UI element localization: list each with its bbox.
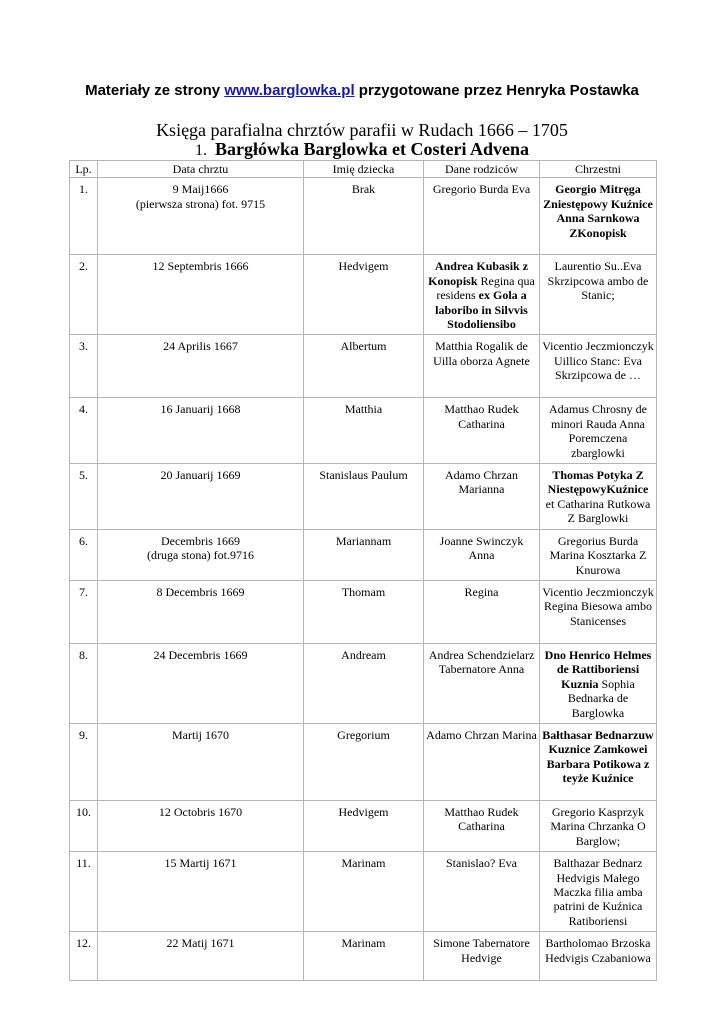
cell-date <box>98 932 304 981</box>
cell-lp: 12. <box>70 932 98 981</box>
parents-text: Andrea Schendzielarz Tabernatore Anna <box>428 647 535 677</box>
column-header-date: Data chrztu <box>98 161 304 178</box>
cell-date <box>98 723 304 800</box>
table-row <box>70 852 657 932</box>
cell-lp: 10. <box>70 800 98 851</box>
table-row <box>70 529 657 580</box>
godparents-text: Vicentio Jeczmionczyk Regina Biesowa ambo Stanicenses <box>542 584 654 628</box>
godparents-text: Gregorius Burda Marina Kosztarka Z Knurowa <box>549 533 647 577</box>
cell-date <box>98 800 304 851</box>
cell-child: Hedvigem <box>304 255 424 335</box>
godparents-text: Laurentio Su..Eva Skrzipcowa ambo de Stanic; <box>547 259 649 303</box>
date-text: 24 Decembris 1669 <box>153 647 248 662</box>
baptism-records-table <box>69 160 657 981</box>
table-row <box>70 178 657 255</box>
cell-godparents <box>540 398 657 464</box>
date-text: 15 Martij 1671 <box>164 856 237 871</box>
cell-date <box>98 255 304 335</box>
cell-child: Hedvigem <box>304 800 424 851</box>
column-header-godparents: Chrzestni <box>540 161 657 178</box>
godparents-text: Balthazar Bednarz Hedvigis Małego Maczka filia amba patrini de Kuźnica Ratiboriensi <box>553 856 643 928</box>
cell-child: Albertum <box>304 335 424 398</box>
cell-godparents <box>540 255 657 335</box>
cell-parents <box>424 643 540 723</box>
cell-parents <box>424 398 540 464</box>
cell-parents <box>424 255 540 335</box>
table-row <box>70 398 657 464</box>
cell-godparents <box>540 335 657 398</box>
cell-child: Mariannam <box>304 529 424 580</box>
header-text-before: Materiały ze strony <box>85 82 225 99</box>
section-number: 1. <box>195 142 207 159</box>
parents-text: Adamo Chrzan Marianna <box>445 468 518 497</box>
cell-child: Gregorium <box>304 723 424 800</box>
cell-lp: 5. <box>70 464 98 530</box>
godparents-text: Thomas Potyka Z NiestępowyKuźnice <box>547 468 649 497</box>
cell-date <box>98 335 304 398</box>
cell-parents <box>424 800 540 851</box>
godparents-text: Dno Henrico Helmes de Rattiboriensi Kuznia <box>544 647 652 691</box>
godparents-text: Adamus Chrosny de minori Rauda Anna Poremczena zbarglowki <box>549 402 647 460</box>
document-title: Księga parafialna chrztów parafii w Rudach 1666 – 1705 <box>156 120 568 140</box>
cell-parents <box>424 529 540 580</box>
cell-lp: 9. <box>70 723 98 800</box>
date-text: Martij 1670 <box>172 727 229 742</box>
cell-parents <box>424 932 540 981</box>
cell-child: Matthia <box>304 398 424 464</box>
parents-text: Simone Tabernatore Hedvige <box>433 936 530 965</box>
cell-godparents <box>540 178 657 255</box>
parents-text: Andrea Kubasik z Konopisk <box>428 259 529 288</box>
date-text: 22 Matij 1671 <box>166 936 235 951</box>
cell-child: Marinam <box>304 852 424 932</box>
cell-lp: 8. <box>70 643 98 723</box>
cell-godparents <box>540 723 657 800</box>
parents-text: Matthao Rudek Catharina <box>444 804 519 834</box>
cell-lp: 3. <box>70 335 98 398</box>
cell-parents <box>424 852 540 932</box>
cell-godparents <box>540 643 657 723</box>
table-row <box>70 255 657 335</box>
table-row <box>70 723 657 800</box>
godparents-text: Bałthasar Bednarzuw Kuznice Zamkowei Barbara Potikowa z teyże Kuźnice <box>542 727 654 786</box>
cell-parents <box>424 723 540 800</box>
parents-text: Gregorio Burda Eva <box>432 182 531 197</box>
parents-text: Regina <box>464 584 499 599</box>
godparents-text: Georgio Mitręga Zniestępowy Kuźnice Anna Sarnkowa ZKonopisk <box>543 182 653 240</box>
cell-lp: 1. <box>70 178 98 255</box>
cell-date <box>98 398 304 464</box>
table-body <box>70 178 657 981</box>
parents-text: Adamo Chrzan Marina <box>426 727 537 742</box>
cell-godparents <box>540 529 657 580</box>
cell-date <box>98 178 304 255</box>
parents-text: Matthia Rogalik de Uilla oborza Agnete <box>433 339 530 368</box>
column-header-lp: Lp. <box>70 161 98 178</box>
date-text: 16 Januarij 1668 <box>160 402 241 417</box>
column-header-parents: Dane rodziców <box>424 161 540 178</box>
parents-text: Joanne Swinczyk Anna <box>439 533 524 563</box>
date-text: Decembris 1669 (druga stona) fot.9716 <box>147 533 254 563</box>
date-text: 9 Maij1666 (pierwsza strona) fot. 9715 <box>135 182 266 211</box>
cell-child: Brak <box>304 178 424 255</box>
cell-date <box>98 464 304 530</box>
cell-godparents <box>540 800 657 851</box>
parents-text: Matthao Rudek Catharina <box>444 402 519 431</box>
cell-child: Thomam <box>304 580 424 643</box>
table-header-row <box>70 161 657 178</box>
cell-godparents <box>540 932 657 981</box>
table-row <box>70 335 657 398</box>
table-row <box>70 464 657 530</box>
cell-godparents <box>540 464 657 530</box>
website-link[interactable]: www.barglowka.pl <box>224 82 355 99</box>
cell-parents <box>424 335 540 398</box>
cell-parents <box>424 580 540 643</box>
parents-text: Stanislao? Eva <box>446 856 517 871</box>
column-header-child: Imię dziecka <box>304 161 424 178</box>
cell-godparents <box>540 852 657 932</box>
cell-lp: 11. <box>70 852 98 932</box>
table-row <box>70 800 657 851</box>
godparents-text: et Catharina Rutkowa Z Barglowki <box>545 496 651 526</box>
cell-lp: 7. <box>70 580 98 643</box>
godparents-text: Vicentio Jeczmionczyk Uillico Stanc: Eva Skrzipcowa de … <box>542 339 654 383</box>
cell-date <box>98 580 304 643</box>
cell-date <box>98 852 304 932</box>
godparents-text: Gregorio Kasprzyk Marina Chrzanka O Barglow; <box>550 804 646 848</box>
header-text-after: przygotowane przez Henryka Postawka <box>354 82 639 99</box>
table-row <box>70 580 657 643</box>
page-header <box>0 82 724 99</box>
date-text: 12 Octobris 1670 <box>158 804 243 819</box>
date-text: 12 Septembris 1666 <box>152 259 249 274</box>
section-heading <box>0 139 724 160</box>
cell-date <box>98 529 304 580</box>
date-text: 8 Decembris 1669 <box>156 584 245 599</box>
cell-child: Marinam <box>304 932 424 981</box>
table-row <box>70 643 657 723</box>
cell-lp: 2. <box>70 255 98 335</box>
table-row <box>70 932 657 981</box>
godparents-text: Sophia Bednarka de Barglowka <box>567 676 635 720</box>
godparents-text: Bartholomao Brzoska Hedvigis Czabaniowa <box>545 936 651 965</box>
cell-godparents <box>540 580 657 643</box>
cell-child: Stanislaus Paulum <box>304 464 424 530</box>
parents-text: Regina qua residens <box>436 273 535 303</box>
date-text: 20 Januarij 1669 <box>160 468 241 483</box>
cell-lp: 6. <box>70 529 98 580</box>
cell-parents <box>424 464 540 530</box>
cell-child: Andream <box>304 643 424 723</box>
cell-lp: 4. <box>70 398 98 464</box>
cell-parents <box>424 178 540 255</box>
parents-text: ex Gola a laboribo in Silvvis Stodoliensibo <box>435 288 528 332</box>
date-text: 24 Aprilis 1667 <box>163 339 238 354</box>
cell-date <box>98 643 304 723</box>
section-title: Bargłówka Barglowka et Costeri Advena <box>215 139 529 159</box>
